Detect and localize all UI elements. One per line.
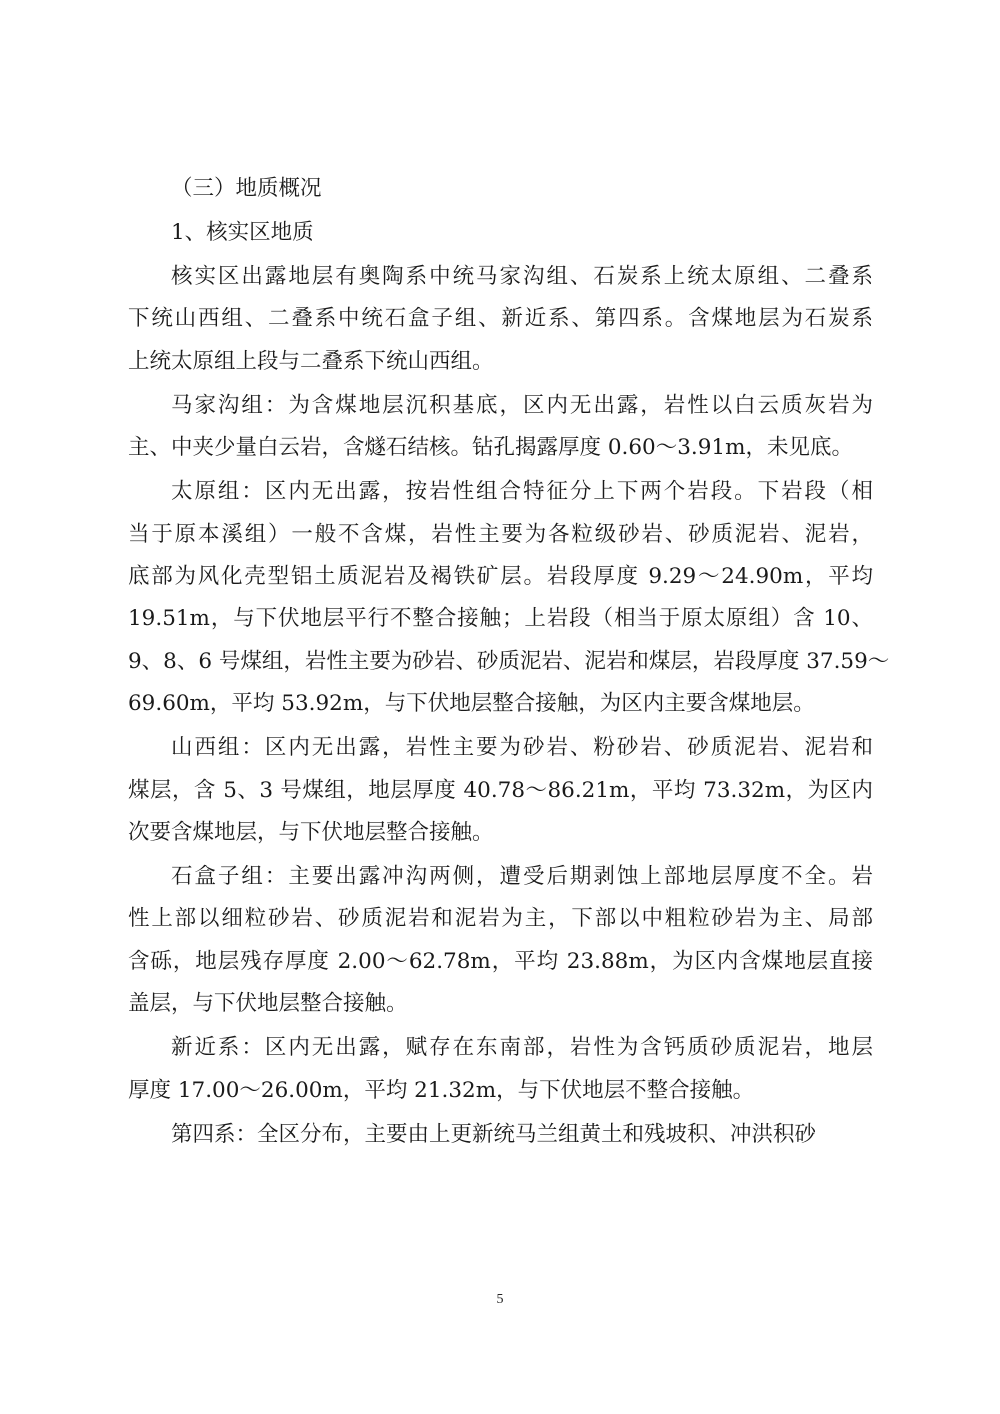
paragraph-line: 性上部以细粒砂岩、砂质泥岩和泥岩为主，下部以中粗粒砂岩为主、局部: [128, 906, 873, 932]
paragraph: [128, 1114, 873, 1156]
paragraph-line: 上统太原组上段与二叠系下统山西组。: [128, 348, 494, 374]
paragraph-line: 底部为风化壳型铝土质泥岩及褐铁矿层。岩段厚度 9.29～24.90m，平均: [128, 564, 873, 590]
section-heading: （三）地质概况: [171, 176, 322, 201]
paragraph-line: 含砾，地层残存厚度 2.00～62.78m，平均 23.88m，为区内含煤地层直接: [128, 948, 873, 974]
paragraph-line: 石盒子组：主要出露冲沟两侧，遭受后期剥蚀上部地层厚度不全。岩: [171, 864, 873, 890]
paragraph-line: 主、中夹少量白云岩，含燧石结核。钻孔揭露厚度 0.60～3.91m，未见底。: [128, 435, 853, 461]
paragraph-list: [128, 256, 890, 1156]
paragraph-line: 厚度 17.00～26.00m，平均 21.32m，与下伏地层不整合接触。: [128, 1077, 755, 1103]
paragraph: [128, 385, 873, 470]
paragraph-line: 当于原本溪组）一般不含煤，岩性主要为各粒级砂岩、砂质泥岩、泥岩，: [128, 521, 873, 547]
paragraph: [128, 471, 890, 725]
paragraph: [128, 727, 873, 854]
paragraph-line: 盖层，与下伏地层整合接触。: [128, 991, 408, 1017]
paragraph-line: 第四系：全区分布，主要由上更新统马兰组黄土和残坡积、冲洪积砂: [171, 1121, 817, 1147]
paragraph-line: 煤层，含 5、3 号煤组，地层厚度 40.78～86.21m，平均 73.32m，为区内: [128, 777, 873, 803]
paragraph-line: 19.51m，与下伏地层平行不整合接触；上岩段（相当于原太原组）含 10、: [128, 606, 873, 632]
paragraph: [128, 256, 873, 383]
paragraph-line: 太原组：区内无出露，按岩性组合特征分上下两个岩段。下岩段（相: [171, 479, 873, 505]
paragraph-line: 核实区出露地层有奥陶系中统马家沟组、石炭系上统太原组、二叠系: [171, 264, 873, 289]
paragraph-line: 马家沟组：为含煤地层沉积基底，区内无出露，岩性以白云质灰岩为: [171, 392, 873, 418]
paragraph-line: 山西组：区内无出露，岩性主要为砂岩、粉砂岩、砂质泥岩、泥岩和: [171, 735, 873, 761]
paragraph: [128, 1027, 873, 1112]
sub-heading: 1、核实区地质: [171, 220, 314, 245]
paragraph-line: 69.60m，平均 53.92m，与下伏地层整合接触，为区内主要含煤地层。: [128, 690, 815, 716]
paragraph: [128, 856, 873, 1025]
paragraph-line: 9、8、6 号煤组，岩性主要为砂岩、砂质泥岩、泥岩和煤层，岩段厚度 37.59～: [128, 648, 890, 674]
page-number: 5: [496, 1292, 504, 1307]
paragraph-line: 新近系：区内无出露，赋存在东南部，岩性为含钙质砂质泥岩，地层: [171, 1035, 873, 1061]
paragraph-line: 次要含煤地层，与下伏地层整合接触。: [128, 819, 494, 845]
paragraph-line: 下统山西组、二叠系中统石盒子组、新近系、第四系。含煤地层为石炭系: [128, 306, 873, 332]
page-body: [128, 168, 890, 1156]
